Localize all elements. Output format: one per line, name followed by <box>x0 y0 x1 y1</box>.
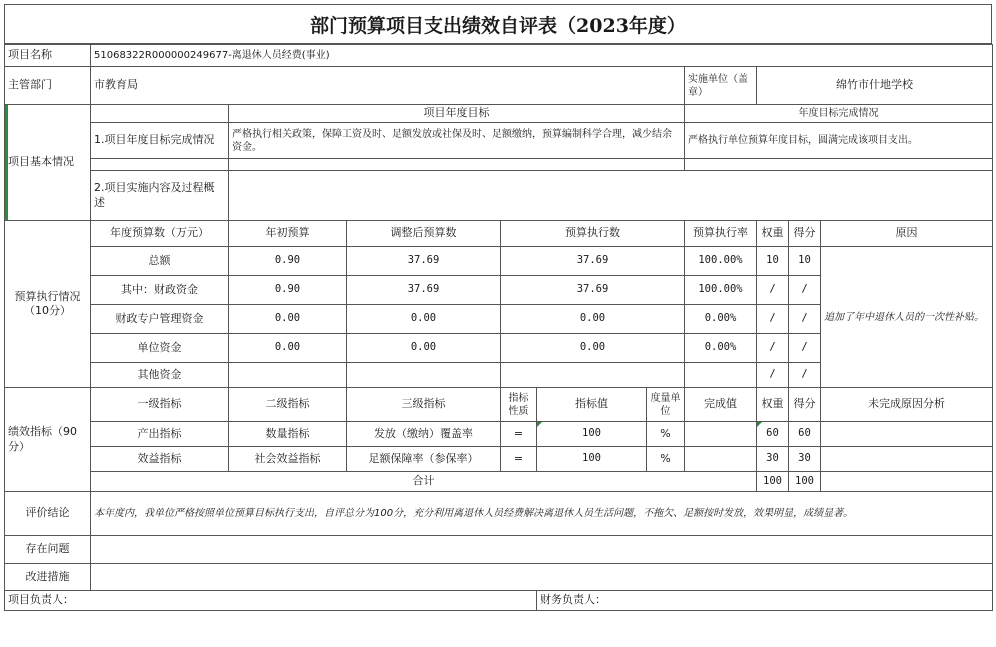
budget-row <box>5 247 993 276</box>
row2-label: 2.项目实施内容及过程概述 <box>91 171 229 221</box>
budget-executed[interactable] <box>501 363 685 388</box>
perf-score[interactable]: 30 <box>789 447 821 472</box>
perf-header-cell: 未完成原因分析 <box>821 388 993 422</box>
budget-row-name: 总额 <box>91 247 229 276</box>
budget-weight[interactable]: / <box>757 305 789 334</box>
dept-value[interactable]: 市教育局 <box>91 67 685 105</box>
budget-header-cell: 预算执行率 <box>685 221 757 247</box>
perf-value[interactable]: 100 <box>537 447 647 472</box>
perf-l2: 数量指标 <box>229 422 347 447</box>
budget-header-cell: 原因 <box>821 221 993 247</box>
perf-header-cell: 二级指标 <box>229 388 347 422</box>
finance-lead-label: 财务负责人： <box>537 591 993 611</box>
perf-nature[interactable]: = <box>501 422 537 447</box>
perf-row <box>5 422 993 447</box>
budget-score[interactable]: / <box>789 363 821 388</box>
perf-section-label: 绩效指标（90分） <box>5 388 91 492</box>
perf-unit[interactable]: % <box>647 447 685 472</box>
budget-initial[interactable]: 0.90 <box>229 276 347 305</box>
total-score[interactable]: 100 <box>789 472 821 492</box>
perf-reason[interactable] <box>821 422 993 447</box>
budget-adjusted[interactable]: 37.69 <box>347 276 501 305</box>
budget-weight[interactable]: / <box>757 276 789 305</box>
budget-rate[interactable]: 0.00% <box>685 334 757 363</box>
measures-label: 改进措施 <box>5 564 91 591</box>
budget-adjusted[interactable]: 37.69 <box>347 247 501 276</box>
total-weight[interactable]: 100 <box>757 472 789 492</box>
project-name-value[interactable]: 51068322R000000249677-离退休人员经费(事业) <box>91 45 993 67</box>
budget-row-name: 单位资金 <box>91 334 229 363</box>
budget-row-name: 财政专户管理资金 <box>91 305 229 334</box>
perf-unit[interactable]: % <box>647 422 685 447</box>
budget-adjusted[interactable]: 0.00 <box>347 305 501 334</box>
row2-content[interactable] <box>229 171 993 221</box>
budget-adjusted[interactable] <box>347 363 501 388</box>
budget-header-cell: 权重 <box>757 221 789 247</box>
budget-score[interactable]: / <box>789 305 821 334</box>
issues-label: 存在问题 <box>5 536 91 564</box>
budget-executed[interactable]: 37.69 <box>501 247 685 276</box>
perf-done[interactable] <box>685 447 757 472</box>
row1-label: 1.项目年度目标完成情况 <box>91 123 229 159</box>
budget-section-label: 预算执行情况（10分） <box>5 221 91 388</box>
impl-unit-label: 实施单位（盖章） <box>685 67 757 105</box>
perf-l3: 发放（缴纳）覆盖率 <box>347 422 501 447</box>
issues-content[interactable] <box>91 536 993 564</box>
perf-l1: 效益指标 <box>91 447 229 472</box>
perf-done[interactable] <box>685 422 757 447</box>
perf-header-cell: 度量单位 <box>647 388 685 422</box>
perf-value[interactable]: 100 <box>537 422 647 447</box>
budget-adjusted[interactable]: 0.00 <box>347 334 501 363</box>
perf-header-cell: 权重 <box>757 388 789 422</box>
basic-info-label: 项目基本情况 <box>5 105 91 221</box>
budget-header-cell: 年初预算 <box>229 221 347 247</box>
perf-score[interactable]: 60 <box>789 422 821 447</box>
budget-executed[interactable]: 37.69 <box>501 276 685 305</box>
perf-header-cell: 完成值 <box>685 388 757 422</box>
budget-weight[interactable]: 10 <box>757 247 789 276</box>
row1-goal[interactable]: 严格执行相关政策，保障工资及时、足额发放或社保及时、足额缴纳，预算编制科学合理，减少结余资金。 <box>229 123 685 159</box>
conclusion-text[interactable]: 本年度内，我单位严格按照单位预算目标执行支出，自评总分为100分，充分利用离退休人员经费解决离退休人员生活问题，不拖欠、足额按时发放，效果明显，成绩显著。 <box>91 492 993 536</box>
budget-rate[interactable]: 100.00% <box>685 276 757 305</box>
measures-content[interactable] <box>91 564 993 591</box>
perf-nature[interactable]: = <box>501 447 537 472</box>
budget-rate[interactable]: 0.00% <box>685 305 757 334</box>
perf-header-cell: 指标值 <box>537 388 647 422</box>
budget-header-cell: 预算执行数 <box>501 221 685 247</box>
project-name-label: 项目名称 <box>5 45 91 67</box>
perf-weight[interactable]: 60 <box>757 422 789 447</box>
perf-header-cell: 得分 <box>789 388 821 422</box>
budget-header-cell: 调整后预算数 <box>347 221 501 247</box>
perf-weight[interactable]: 30 <box>757 447 789 472</box>
budget-score[interactable]: / <box>789 334 821 363</box>
budget-initial[interactable] <box>229 363 347 388</box>
budget-rate[interactable]: 100.00% <box>685 247 757 276</box>
perf-header-cell: 一级指标 <box>91 388 229 422</box>
perf-header-cell: 三级指标 <box>347 388 501 422</box>
budget-header-cell: 得分 <box>789 221 821 247</box>
conclusion-label: 评价结论 <box>5 492 91 536</box>
budget-score[interactable]: / <box>789 276 821 305</box>
perf-reason[interactable] <box>821 447 993 472</box>
row1-completion[interactable]: 严格执行单位预算年度目标，圆满完成该项目支出。 <box>685 123 993 159</box>
goal-completion-header: 年度目标完成情况 <box>685 105 993 123</box>
budget-weight[interactable]: / <box>757 363 789 388</box>
budget-header-cell: 年度预算数（万元） <box>91 221 229 247</box>
perf-row <box>5 447 993 472</box>
budget-executed[interactable]: 0.00 <box>501 305 685 334</box>
perf-l2: 社会效益指标 <box>229 447 347 472</box>
perf-header-cell: 指标性质 <box>501 388 537 422</box>
budget-row-name: 其他资金 <box>91 363 229 388</box>
sheet-title: 部门预算项目支出绩效自评表（2023年度） <box>4 4 992 44</box>
evaluation-table <box>4 44 993 611</box>
budget-initial[interactable]: 0.90 <box>229 247 347 276</box>
budget-reason[interactable]: 追加了年中退休人员的一次性补贴。 <box>821 247 993 388</box>
budget-row-name: 其中：财政资金 <box>91 276 229 305</box>
budget-initial[interactable]: 0.00 <box>229 334 347 363</box>
annual-goal-header: 项目年度目标 <box>229 105 685 123</box>
project-lead-label: 项目负责人： <box>5 591 537 611</box>
budget-rate[interactable] <box>685 363 757 388</box>
perf-l1: 产出指标 <box>91 422 229 447</box>
evaluation-sheet <box>4 4 992 643</box>
budget-weight[interactable]: / <box>757 334 789 363</box>
budget-score[interactable]: 10 <box>789 247 821 276</box>
impl-unit-value[interactable]: 绵竹市什地学校 <box>757 67 993 105</box>
total-label: 合计 <box>91 472 757 492</box>
budget-initial[interactable]: 0.00 <box>229 305 347 334</box>
dept-label: 主管部门 <box>5 67 91 105</box>
budget-executed[interactable]: 0.00 <box>501 334 685 363</box>
perf-l3: 足额保障率（参保率） <box>347 447 501 472</box>
